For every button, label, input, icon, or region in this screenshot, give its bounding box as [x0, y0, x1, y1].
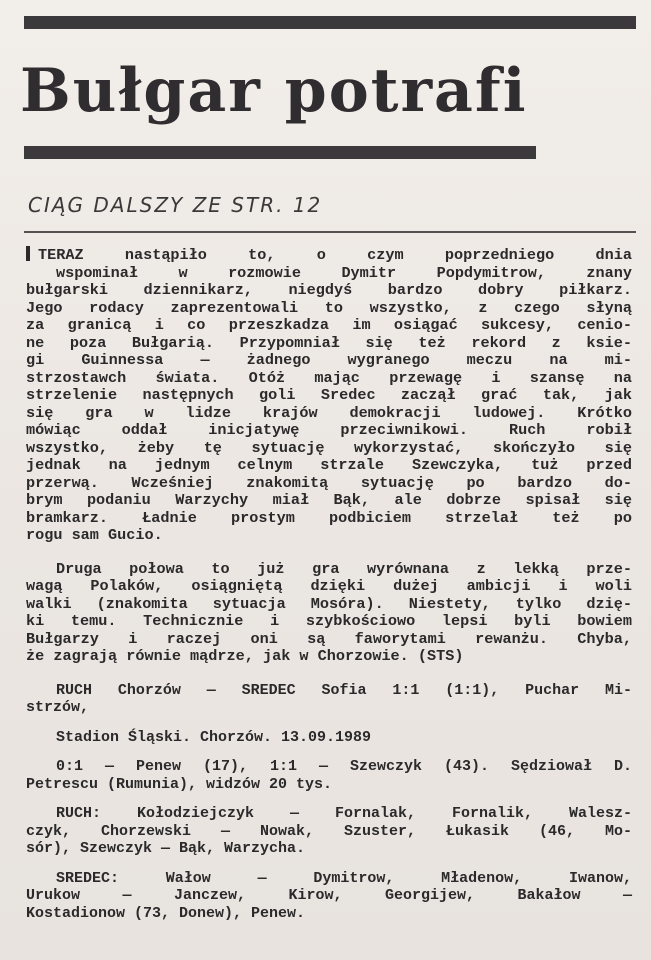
article-line: walki (znakomita sytuacja Mosóra). Niestety, tylko dzię-: [26, 594, 632, 613]
continuation-kicker: CIĄG DALSZY ZE STR. 12: [28, 193, 323, 217]
ruch-lineup-line: sór), Szewczyk — Bąk, Warzycha.: [26, 840, 306, 857]
article-line: TERAZ nastąpiło to, o czym poprzedniego dnia: [26, 246, 632, 265]
top-rule: [24, 16, 636, 29]
lead-word: TERAZ: [38, 246, 84, 264]
headline: Bułgar potrafi: [20, 56, 528, 126]
match-report: [26, 682, 632, 923]
article-line: Druga połowa to już gra wyrównana z lekką prze-: [56, 559, 632, 578]
drop-mark: [26, 246, 30, 261]
sredec-lineup-line: SREDEC: Wałow — Dymitrow, Mładenow, Iwanow,: [56, 869, 632, 887]
ruch-lineup-line: czyk, Chorzewski — Nowak, Szuster, Łukasik (46, Mo-: [26, 822, 632, 840]
goals-line: Petrescu (Rumunia), widzów 20 tys.: [26, 775, 333, 793]
article-line: przerwą. Wcześniej znakomitą sytuację po bardzo do-: [26, 473, 632, 492]
article-line: ne poza Bułgarią. Przypomniał się też rekord z ksie-: [26, 333, 632, 352]
article-line: Jego rodacy zaprezentowali to wszystko, z czego słyną: [26, 298, 632, 317]
article-line: rogu sam Gucio.: [26, 526, 163, 544]
sredec-lineup-line: Kostadionow (73, Donew), Penew.: [26, 904, 306, 922]
article-line: się gra w lidze krajów demokracji ludowej. Krótko: [26, 403, 632, 422]
article-line: wszystko, żeby tę sytuację wykorzystać, skończyło się: [26, 438, 632, 457]
match-header-line: RUCH Chorzów — SREDEC Sofia 1:1 (1:1), Puchar Mi-: [56, 681, 632, 699]
article-body: [26, 246, 632, 922]
article-line: strzostawch świata. Otóż mając przewagę i szansę na: [26, 368, 632, 387]
article-line: wagą Polaków, osiągniętą dzięki dużej ambicji i woli: [26, 577, 632, 595]
article-line: za granicą i co przeszkadza im osiągać sukcesy, cenio-: [26, 316, 632, 334]
article-line: bramkarz. Ładnie prostym podbiciem strzelał też po: [26, 508, 632, 527]
article-line: strzelenie następnych goli Sredec zaczął grać tak, jak: [26, 386, 632, 404]
article-line: że zagrają równie mądrze, jak w Chorzowie. (STS): [26, 647, 464, 665]
sredec-lineup-line: Urukow — Janczew, Kirow, Georgijew, Bakałow —: [26, 887, 632, 904]
article-line: bułgarski dziennikarz, niegdyś bardzo dobry piłkarz.: [26, 281, 632, 299]
goals-line: 0:1 — Penew (17), 1:1 — Szewczyk (43). Sędziował D.: [56, 758, 632, 775]
article-line: mówiąc oddał inicjatywę przeciwnikowi. Ruch robił: [26, 421, 632, 439]
article-line: gi Guinnessa — żadnego wygranego meczu na mi-: [26, 351, 632, 369]
headline-rule: [24, 146, 536, 159]
article-line: ki temu. Technicznie i szybkościowo lepsi byli bowiem: [26, 612, 632, 630]
article-line: Bułgarzy i raczej oni są faworytami rewanżu. Chyba,: [26, 629, 632, 648]
match-header-line: strzów,: [26, 699, 90, 716]
ruch-lineup-line: RUCH: Kołodziejczyk — Fornalak, Fornalik, Walesz-: [56, 805, 632, 822]
article-line: jednak na jednym celnym strzale Szewczyka, tuż przed: [26, 456, 632, 474]
kicker-rule: [24, 231, 636, 233]
article-line: brym podaniu Warzychy miał Bąk, ale dobrze spisał się: [26, 491, 632, 509]
match-venue: Stadion Śląski. Chorzów. 13.09.1989: [56, 728, 372, 746]
article-line: wspominał w rozmowie Dymitr Popdymitrow, znany: [56, 263, 632, 282]
